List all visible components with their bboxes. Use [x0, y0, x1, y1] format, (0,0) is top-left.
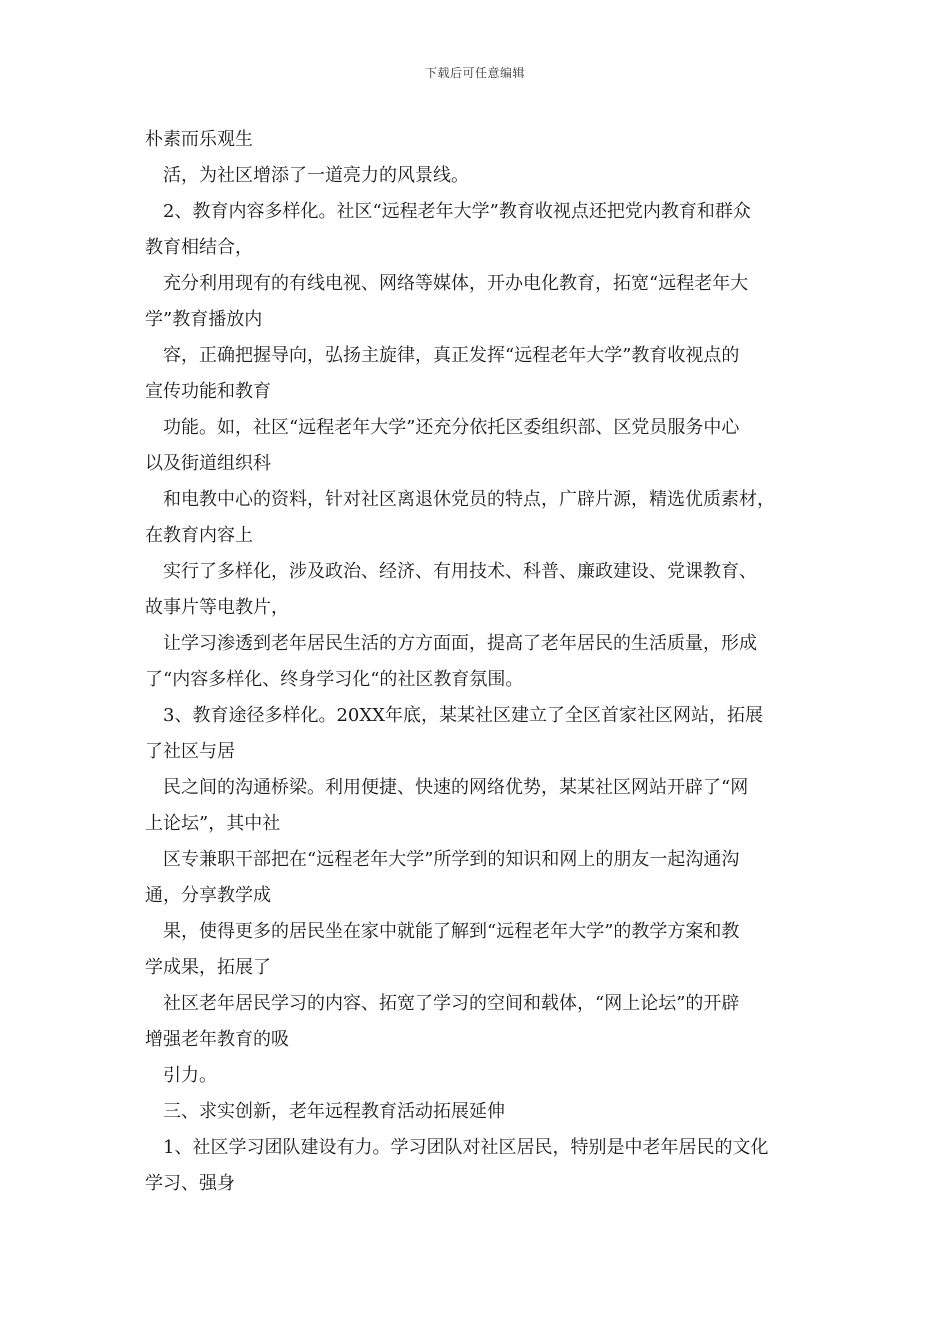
text-line: 让学习渗透到老年居民生活的方方面面，提高了老年居民的生活质量，形成 [163, 633, 757, 654]
text-line: 实行了多样化，涉及政治、经济、有用技术、科普、廉政建设、党课教育、 [163, 561, 757, 582]
text-line: 三、求实创新，老年远程教育活动拓展延伸 [163, 1101, 505, 1122]
text-line: 活，为社区增添了一道亮力的风景线。 [163, 165, 469, 186]
text-line: 以及街道组织科 [145, 453, 271, 474]
text-line: 通，分享教学成 [145, 885, 271, 906]
text-line: 学”教育播放内 [145, 309, 263, 330]
text-line: 1、社区学习团队建设有力。学习团队对社区居民，特别是中老年居民的文化 [163, 1137, 769, 1158]
text-line: 在教育内容上 [145, 525, 253, 546]
text-line: 容，正确把握导向，弘扬主旋律，真正发挥“远程老年大学”教育收视点的 [163, 345, 740, 366]
page-header: 下载后可任意编辑 [424, 66, 525, 80]
text-line: 教育相结合， [145, 237, 253, 258]
text-line: 功能。如，社区“远程老年大学”还充分依托区委组织部、区党员服务中心 [163, 417, 740, 438]
text-line: 了“内容多样化、终身学习化“的社区教育氛围。 [145, 669, 524, 690]
text-line: 宣传功能和教育 [145, 381, 271, 402]
text-line: 社区老年居民学习的内容、拓宽了学习的空间和载体，“网上论坛”的开辟 [163, 993, 740, 1014]
text-line: 了社区与居 [145, 741, 235, 762]
text-line: 2、教育内容多样化。社区“远程老年大学”教育收视点还把党内教育和群众 [163, 201, 751, 222]
text-line: 故事片等电教片， [145, 597, 289, 618]
text-line: 朴素而乐观生 [145, 129, 253, 150]
text-line: 民之间的沟通桥梁。利用便捷、快速的网络优势，某某社区网站开辟了“网 [163, 777, 749, 798]
text-line: 增强老年教育的吸 [145, 1029, 289, 1050]
text-line: 学成果，拓展了 [145, 957, 271, 978]
text-line: 区专兼职干部把在“远程老年大学”所学到的知识和网上的朋友一起沟通沟 [163, 849, 740, 870]
text-line: 3、教育途径多样化。20XX年底，某某社区建立了全区首家社区网站，拓展 [163, 705, 763, 726]
text-line: 学习、强身 [145, 1173, 235, 1194]
text-line: 果，使得更多的居民坐在家中就能了解到“远程老年大学”的教学方案和教 [163, 921, 740, 942]
text-line: 和电教中心的资料，针对社区离退休党员的特点，广辟片源，精选优质素材， [163, 489, 775, 510]
text-line: 上论坛”，其中社 [145, 813, 281, 834]
text-line: 引力。 [163, 1065, 217, 1086]
text-line: 充分利用现有的有线电视、网络等媒体，开办电化教育，拓宽“远程老年大 [163, 273, 749, 294]
document-body [145, 122, 825, 1202]
